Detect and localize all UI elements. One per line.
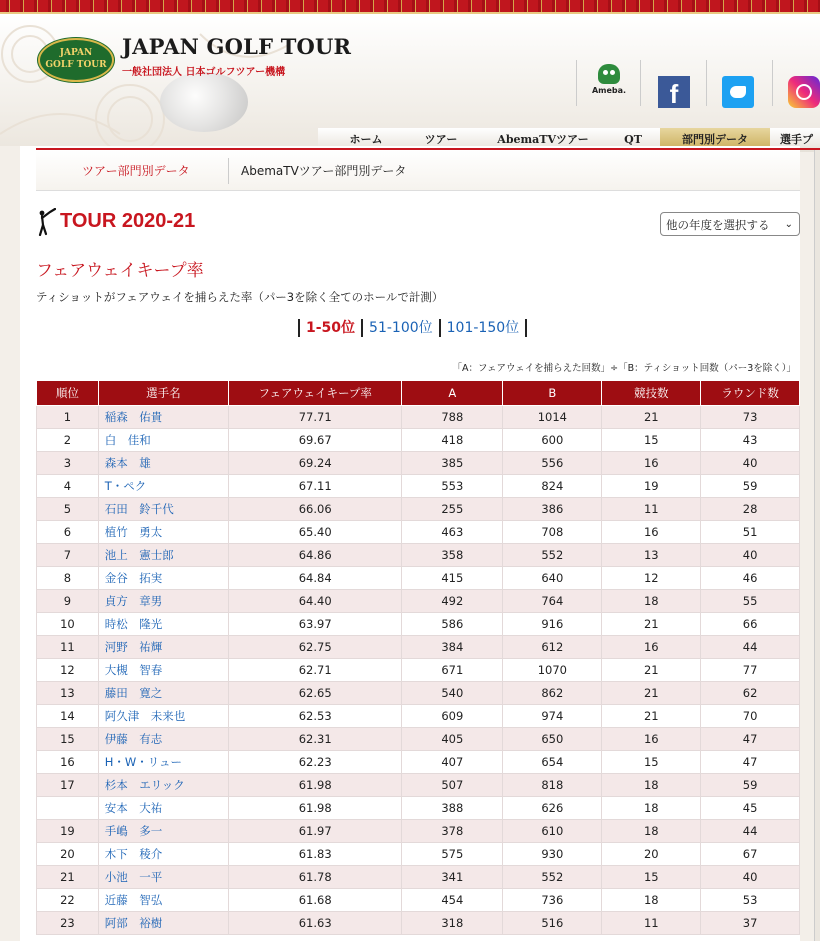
events-cell: 12 [602, 567, 701, 590]
fairway-rate-cell: 62.31 [229, 728, 402, 751]
events-cell: 16 [602, 728, 701, 751]
b-cell: 824 [503, 475, 602, 498]
rank-cell: 9 [37, 590, 99, 613]
player-name-link[interactable]: T・ペク [98, 475, 228, 498]
b-cell: 862 [503, 682, 602, 705]
rank-cell: 4 [37, 475, 99, 498]
rounds-cell: 47 [701, 751, 800, 774]
a-cell: 407 [402, 751, 503, 774]
rank-cell: 19 [37, 820, 99, 843]
year-select[interactable]: 他の年度を選択する ⌄ [660, 212, 800, 236]
table-row [37, 843, 800, 866]
rank-cell: 8 [37, 567, 99, 590]
pager-101-150[interactable]: 101-150位 [439, 319, 528, 337]
fairway-rate-cell: 64.86 [229, 544, 402, 567]
b-cell: 640 [503, 567, 602, 590]
pager-51-100[interactable]: 51-100位 [361, 319, 439, 337]
b-cell: 654 [503, 751, 602, 774]
fairway-rate-cell: 61.63 [229, 912, 402, 935]
chevron-down-icon: ⌄ [784, 219, 793, 230]
table-header-row [37, 381, 800, 406]
player-name-link[interactable]: 安本 大祐 [98, 797, 228, 820]
nav-stats[interactable]: 部門別データ [660, 128, 770, 152]
formula-note: 「A：フェアウェイを捕らえた回数」÷「B：ティショット回数（パー3を除く）」 [452, 363, 796, 374]
table-row [37, 682, 800, 705]
subnav-abematv-stats[interactable]: AbemaTVツアー部門別データ [241, 164, 407, 178]
rounds-cell: 53 [701, 889, 800, 912]
player-name-link[interactable]: H・W・リュー [98, 751, 228, 774]
table-row [37, 452, 800, 475]
table-row [37, 544, 800, 567]
a-cell: 575 [402, 843, 503, 866]
a-cell: 318 [402, 912, 503, 935]
a-cell: 788 [402, 406, 503, 429]
player-name-link[interactable]: 石田 鈴千代 [98, 498, 228, 521]
rounds-cell: 59 [701, 774, 800, 797]
rank-cell: 15 [37, 728, 99, 751]
rounds-cell: 47 [701, 728, 800, 751]
table-row [37, 406, 800, 429]
col-a: A [402, 381, 503, 406]
rank-cell: 14 [37, 705, 99, 728]
events-cell: 18 [602, 590, 701, 613]
golf-ball-image [160, 72, 248, 132]
table-row [37, 774, 800, 797]
sub-nav [36, 150, 800, 191]
twitter-icon[interactable] [722, 76, 754, 108]
player-name-link[interactable]: 稲森 佑貴 [98, 406, 228, 429]
divider [228, 158, 229, 184]
events-cell: 21 [602, 705, 701, 728]
a-cell: 454 [402, 889, 503, 912]
events-cell: 15 [602, 866, 701, 889]
table-row [37, 521, 800, 544]
fairway-rate-cell: 61.97 [229, 820, 402, 843]
events-cell: 16 [602, 636, 701, 659]
rounds-cell: 37 [701, 912, 800, 935]
nav-abematv-tour[interactable]: AbemaTVツアー [497, 133, 589, 146]
player-name-link[interactable]: 白 佳和 [98, 429, 228, 452]
facebook-icon[interactable]: f [658, 76, 690, 108]
rounds-cell: 66 [701, 613, 800, 636]
events-cell: 21 [602, 682, 701, 705]
events-cell: 16 [602, 521, 701, 544]
rank-cell: 23 [37, 912, 99, 935]
player-name-link[interactable]: 手嶋 多一 [98, 820, 228, 843]
fairway-rate-cell: 62.71 [229, 659, 402, 682]
a-cell: 492 [402, 590, 503, 613]
b-cell: 708 [503, 521, 602, 544]
table-row [37, 613, 800, 636]
scrollbar-track[interactable] [814, 148, 820, 941]
rounds-cell: 45 [701, 797, 800, 820]
site-header [0, 14, 820, 146]
table-row [37, 475, 800, 498]
b-cell: 386 [503, 498, 602, 521]
table-row [37, 659, 800, 682]
table-row [37, 797, 800, 820]
player-name-link[interactable]: 近藤 智弘 [98, 889, 228, 912]
a-cell: 671 [402, 659, 503, 682]
b-cell: 600 [503, 429, 602, 452]
a-cell: 507 [402, 774, 503, 797]
rounds-cell: 59 [701, 475, 800, 498]
rounds-cell: 77 [701, 659, 800, 682]
rounds-cell: 44 [701, 820, 800, 843]
b-cell: 974 [503, 705, 602, 728]
b-cell: 612 [503, 636, 602, 659]
nav-tour[interactable]: ツアー [424, 133, 458, 146]
b-cell: 626 [503, 797, 602, 820]
table-row [37, 498, 800, 521]
player-name-link[interactable]: 藤田 寛之 [98, 682, 228, 705]
rounds-cell: 67 [701, 843, 800, 866]
main-content [20, 146, 800, 941]
col-rank: 順位 [37, 381, 99, 406]
table-row [37, 590, 800, 613]
a-cell: 418 [402, 429, 503, 452]
b-cell: 930 [503, 843, 602, 866]
b-cell: 818 [503, 774, 602, 797]
rounds-cell: 70 [701, 705, 800, 728]
fairway-rate-cell: 63.97 [229, 613, 402, 636]
events-cell: 16 [602, 452, 701, 475]
rank-cell: 21 [37, 866, 99, 889]
a-cell: 405 [402, 728, 503, 751]
rank-cell: 17 [37, 774, 99, 797]
table-row [37, 567, 800, 590]
fairway-rate-cell: 62.53 [229, 705, 402, 728]
events-cell: 20 [602, 843, 701, 866]
player-name-link[interactable]: 伊藤 有志 [98, 728, 228, 751]
events-cell: 11 [602, 912, 701, 935]
col-player: 選手名 [98, 381, 228, 406]
table-row [37, 636, 800, 659]
a-cell: 463 [402, 521, 503, 544]
events-cell: 13 [602, 544, 701, 567]
fairway-rate-cell: 67.11 [229, 475, 402, 498]
rounds-cell: 62 [701, 682, 800, 705]
player-name-link[interactable]: 貞方 章男 [98, 590, 228, 613]
a-cell: 415 [402, 567, 503, 590]
events-cell: 21 [602, 613, 701, 636]
nav-players[interactable]: 選手プ [780, 133, 813, 146]
a-cell: 378 [402, 820, 503, 843]
rank-cell: 22 [37, 889, 99, 912]
rank-cell: 5 [37, 498, 99, 521]
player-name-link[interactable]: 杉本 エリック [98, 774, 228, 797]
site-title[interactable]: JAPAN GOLF TOUR [122, 34, 352, 59]
fairway-rate-cell: 69.67 [229, 429, 402, 452]
rank-cell: 20 [37, 843, 99, 866]
events-cell: 21 [602, 659, 701, 682]
b-cell: 552 [503, 866, 602, 889]
fairway-rate-cell: 66.06 [229, 498, 402, 521]
player-name-link[interactable]: 阿久津 未来也 [98, 705, 228, 728]
rounds-cell: 40 [701, 866, 800, 889]
events-cell: 15 [602, 751, 701, 774]
fairway-rate-cell: 61.68 [229, 889, 402, 912]
rank-cell: 10 [37, 613, 99, 636]
a-cell: 586 [402, 613, 503, 636]
col-events: 競技数 [602, 381, 701, 406]
player-name-link[interactable]: 時松 隆光 [98, 613, 228, 636]
fairway-rate-cell: 64.84 [229, 567, 402, 590]
a-cell: 540 [402, 682, 503, 705]
events-cell: 18 [602, 774, 701, 797]
b-cell: 736 [503, 889, 602, 912]
table-row [37, 429, 800, 452]
divider [640, 60, 641, 106]
player-name-link[interactable]: 金谷 拓実 [98, 567, 228, 590]
b-cell: 610 [503, 820, 602, 843]
player-name-link[interactable]: 阿部 裕樹 [98, 912, 228, 935]
fairway-rate-cell: 62.65 [229, 682, 402, 705]
tour-season-title: TOUR 2020-21 [60, 210, 196, 232]
rounds-cell: 44 [701, 636, 800, 659]
b-cell: 1014 [503, 406, 602, 429]
b-cell: 764 [503, 590, 602, 613]
rank-cell: 6 [37, 521, 99, 544]
fairway-rate-cell: 61.78 [229, 866, 402, 889]
table-row [37, 728, 800, 751]
rounds-cell: 73 [701, 406, 800, 429]
player-name-link[interactable]: 小池 一平 [98, 866, 228, 889]
fairway-rate-cell: 62.75 [229, 636, 402, 659]
b-cell: 650 [503, 728, 602, 751]
a-cell: 553 [402, 475, 503, 498]
player-name-link[interactable]: 河野 祐輝 [98, 636, 228, 659]
table-row [37, 820, 800, 843]
events-cell: 18 [602, 889, 701, 912]
table-row [37, 866, 800, 889]
stats-table [36, 380, 800, 935]
b-cell: 516 [503, 912, 602, 935]
b-cell: 916 [503, 613, 602, 636]
events-cell: 11 [602, 498, 701, 521]
rounds-cell: 55 [701, 590, 800, 613]
b-cell: 1070 [503, 659, 602, 682]
player-name-link[interactable]: 森本 雄 [98, 452, 228, 475]
a-cell: 609 [402, 705, 503, 728]
rounds-cell: 40 [701, 452, 800, 475]
rounds-cell: 28 [701, 498, 800, 521]
nav-qt[interactable]: QT [624, 133, 642, 146]
fairway-rate-cell: 62.23 [229, 751, 402, 774]
player-name-link[interactable]: 木下 稜介 [98, 843, 228, 866]
rank-cell: 12 [37, 659, 99, 682]
a-cell: 384 [402, 636, 503, 659]
player-name-link[interactable]: 植竹 勇太 [98, 521, 228, 544]
rounds-cell: 40 [701, 544, 800, 567]
rank-cell [37, 797, 99, 820]
subnav-tour-stats[interactable]: ツアー部門別データ [82, 164, 190, 178]
ameba-icon[interactable]: Ameba. [590, 64, 628, 104]
rank-pager [298, 319, 527, 341]
nav-home[interactable]: ホーム [349, 133, 383, 146]
table-row [37, 751, 800, 774]
rank-cell: 11 [37, 636, 99, 659]
events-cell: 15 [602, 429, 701, 452]
a-cell: 255 [402, 498, 503, 521]
fairway-rate-cell: 61.98 [229, 797, 402, 820]
page-description: ティショットがフェアウェイを捕らえた率（パー3を除く全てのホールで計測） [36, 290, 444, 304]
b-cell: 556 [503, 452, 602, 475]
fairway-rate-cell: 65.40 [229, 521, 402, 544]
divider [706, 60, 707, 106]
col-rounds: ラウンド数 [701, 381, 800, 406]
organization-name: 一般社団法人 日本ゴルフツアー機構 [122, 67, 286, 78]
table-row [37, 705, 800, 728]
rank-cell: 1 [37, 406, 99, 429]
fairway-rate-cell: 69.24 [229, 452, 402, 475]
events-cell: 18 [602, 797, 701, 820]
rounds-cell: 43 [701, 429, 800, 452]
table-row [37, 912, 800, 935]
fairway-rate-cell: 61.83 [229, 843, 402, 866]
events-cell: 18 [602, 820, 701, 843]
col-b: B [503, 381, 602, 406]
jgto-logo[interactable]: JAPAN GOLF TOUR [38, 38, 114, 82]
col-fairway-rate: フェアウェイキープ率 [229, 381, 402, 406]
rank-cell: 2 [37, 429, 99, 452]
b-cell: 552 [503, 544, 602, 567]
rounds-cell: 46 [701, 567, 800, 590]
fairway-rate-cell: 61.98 [229, 774, 402, 797]
events-cell: 19 [602, 475, 701, 498]
fairway-rate-cell: 77.71 [229, 406, 402, 429]
a-cell: 388 [402, 797, 503, 820]
rank-cell: 3 [37, 452, 99, 475]
pager-1-50[interactable]: 1-50位 [298, 319, 361, 337]
player-name-link[interactable]: 大槻 智春 [98, 659, 228, 682]
fairway-rate-cell: 64.40 [229, 590, 402, 613]
a-cell: 341 [402, 866, 503, 889]
divider [772, 60, 773, 106]
table-row [37, 889, 800, 912]
player-name-link[interactable]: 池上 憲士郎 [98, 544, 228, 567]
a-cell: 385 [402, 452, 503, 475]
events-cell: 21 [602, 406, 701, 429]
rounds-cell: 51 [701, 521, 800, 544]
page-title: フェアウェイキープ率 [36, 261, 204, 281]
rank-cell: 13 [37, 682, 99, 705]
instagram-icon[interactable] [788, 76, 820, 108]
a-cell: 358 [402, 544, 503, 567]
top-decorative-bar [0, 0, 820, 14]
divider [576, 60, 577, 106]
golfer-icon [36, 208, 56, 236]
rank-cell: 16 [37, 751, 99, 774]
rank-cell: 7 [37, 544, 99, 567]
